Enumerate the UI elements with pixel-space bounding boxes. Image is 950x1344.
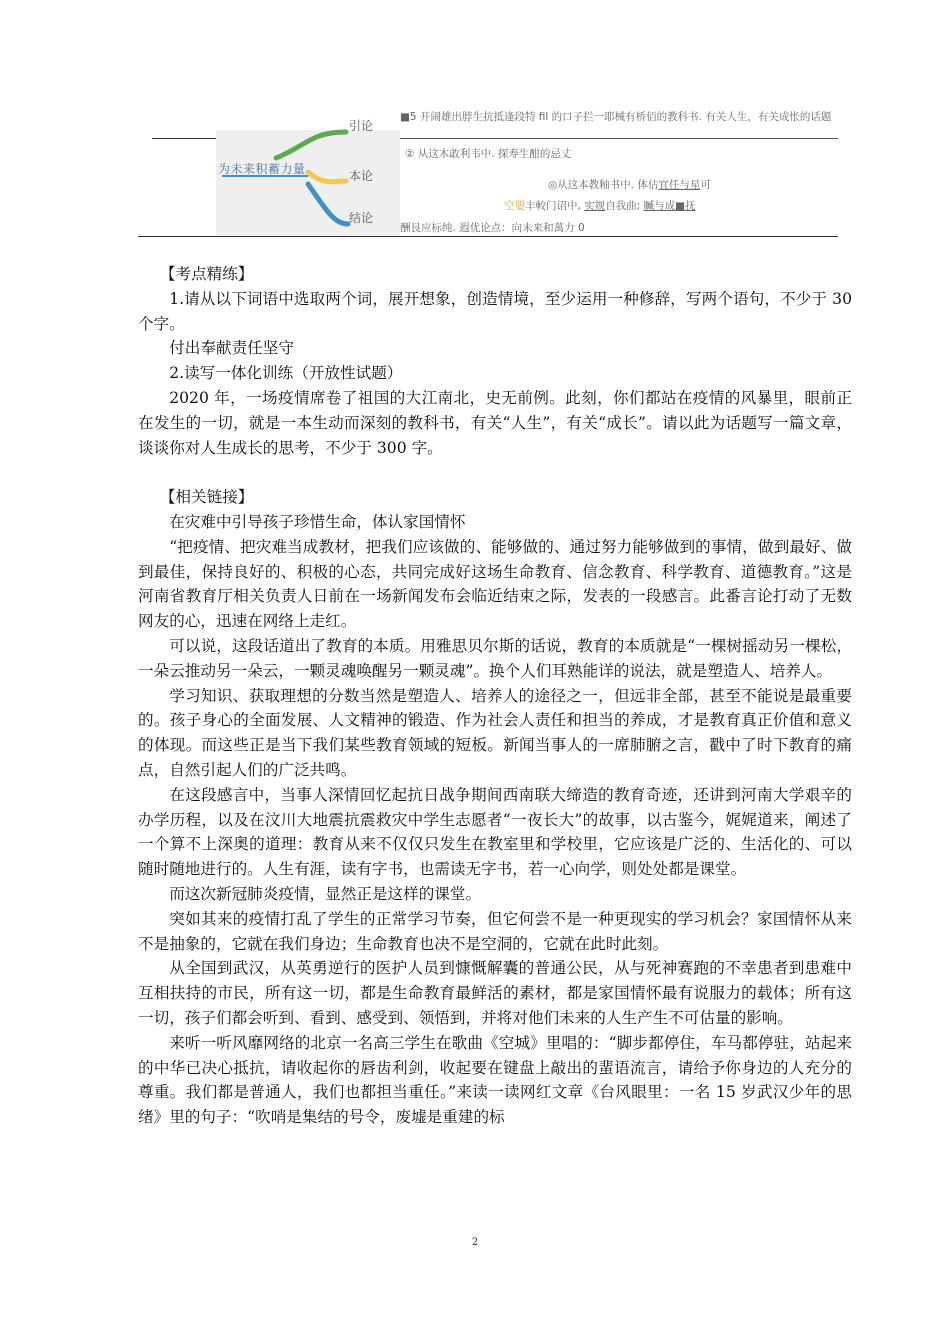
article-paragraph: 可以说，这段话道出了教育的本质。用雅思贝尔斯的话说，教育的本质就是“一棵树摇动另一棵松，一朵云推动另一朵云，一颗灵魂唤醒另一颗灵魂”。换个人们耳熟能详的说法，就是塑造人、培养人。 bbox=[138, 636, 852, 680]
figure-note-1: ■5 开闹雄出脖生抗抵逢段特 fil 的口子拦一耶械有桥佰的教科书. 有关人生，有关成怅的话题 bbox=[400, 111, 832, 123]
figure-note-5: 酬艮应标纯. 遐优论点：向未来和萬力 0 bbox=[400, 222, 585, 234]
section-heading-exercises: 【考点精练】 bbox=[159, 265, 254, 283]
article-paragraph: 来听一听风靡网络的北京一名高三学生在歌曲《空城》里唱的：“脚步都停住，车马都停驻，站起来的中华已决心抵抗，请收起你的唇齿利剑，收起要在键盘上敲出的蜚语流言，请给予你身边的人充分的尊重。我们都是普通人，我们也都担当重任。”来读一读网红文章《台风眼里：一名 15 岁武汉少年的思绪》里的句子：“吹哨是集结的号令，废墟是重建的标 bbox=[138, 1033, 852, 1127]
page-number: 2 bbox=[471, 1237, 479, 1248]
figure-note-3: ◎从这本教釉书中. 体估宜任与星可 bbox=[548, 179, 711, 191]
exercise-2: 2.读写一体化训练（开放性试题） bbox=[169, 364, 403, 383]
exercise-2-prompt: 2020 年，一场疫情席卷了祖国的大江南北，史无前例。此刻，你们都站在疫情的风暴里，眼前正在发生的一切，就是一本生动而深刻的教科书，有关“人生”，有关“成长”。请以此为话题写一篇文章，谈谈你对人生成长的思考，不少于 300 字。 bbox=[138, 388, 852, 457]
branch-label-intro: 引论 bbox=[349, 119, 374, 133]
article-paragraph: 在这段感言中，当事人深情回忆起抗日战争期间西南联大缔造的教育奇迹，还讲到河南大学艰辛的办学历程，以及在汶川大地震抗震救灾中学生志愿者“一夜长大”的故事，以古鉴今，娓娓道来，阐述了一个算不上深奥的道理：教育从来不仅仅只发生在教室里和学校里，它应该是广泛的、生活化的、可以随时随地进行的。人生有涯，读有字书，也需读无字书，若一心向学，则处处都是课堂。 bbox=[138, 785, 852, 879]
exercise-1-words: 付出奉献责任坚守 bbox=[169, 339, 294, 358]
branch-line-bottom bbox=[308, 184, 348, 224]
body-text bbox=[138, 262, 852, 1130]
article-paragraph: 而这次新冠肺炎疫情，显然正是这样的课堂。 bbox=[169, 884, 482, 903]
branch-line-top bbox=[276, 132, 346, 158]
section-heading-links: 【相关链接】 bbox=[159, 488, 254, 507]
branch-label-conclusion: 结论 bbox=[349, 211, 374, 225]
article-title: 在灾难中引导孩子珍惜生命，体认家国情怀 bbox=[169, 512, 466, 531]
article-paragraph: 学习知识、获取理想的分数当然是塑造人、培养人的途径之一，但远非全部，甚至不能说是最重要的。孩子身心的全面发展、人文精神的锻造、作为社会人责任和担当的养成，才是教育真正价值和意义的体现。而这些正是当下我们某些教育领域的短板。新闻当事人的一席肺腑之言，戳中了时下教育的痛点，自然引起人们的广泛共鸣。 bbox=[138, 686, 852, 779]
article-paragraph: “把疫情、把灾难当成教材，把我们应该做的、能够做的、通过努力能够做到的事情，做到最好、做到最佳，保持良好的、积极的心态，共同完成好这场生命教育、信念教育、科学教育、道德教育。”这是河南省教育厅相关负责人日前在一场新闻发布会临近结束之际，发表的一段感言。此番言论打动了无数网友的心，迅速在网络上走红。 bbox=[138, 537, 852, 631]
article-paragraph: 从全国到武汉，从英勇逆行的医护人员到慷慨解囊的普通公民，从与死神赛跑的不幸患者到患难中互相扶持的市民，所有这一切，都是生命教育最鲜活的素材，都是家国情怀最有说服力的载体；所有这一切，孩子们都会听到、看到、感受到、领悟到，并将对他们未来的人生产生不可估量的影响。 bbox=[138, 959, 852, 1027]
mind-map-root: 为未来积蓄力量 bbox=[218, 162, 306, 176]
figure-note-rule bbox=[400, 138, 838, 139]
article-paragraph: 突如其来的疫情打乱了学生的正常学习节奏，但它何尝不是一种更现实的学习机会？家国情怀从来不是抽象的，它就在我们身边；生命教育也决不是空洞的，它就在此时此刻。 bbox=[138, 909, 852, 953]
figure-note-4: 空嬰丰較门诏中, 实规自我曲; 贓与成■抚 bbox=[504, 200, 696, 212]
figure-bottom-rule bbox=[138, 236, 838, 237]
mind-map-figure bbox=[138, 106, 838, 238]
branch-line-middle bbox=[308, 172, 346, 182]
exercise-1: 1.请从以下词语中选取两个词，展开想象，创造情境，至少运用一种修辞，写两个语句，不少于 30 个字。 bbox=[138, 289, 852, 333]
figure-note-2: ② 从这木敢利韦中. 探寿生酣的忌丈 bbox=[405, 148, 572, 160]
branch-label-body: 本论 bbox=[349, 169, 374, 183]
